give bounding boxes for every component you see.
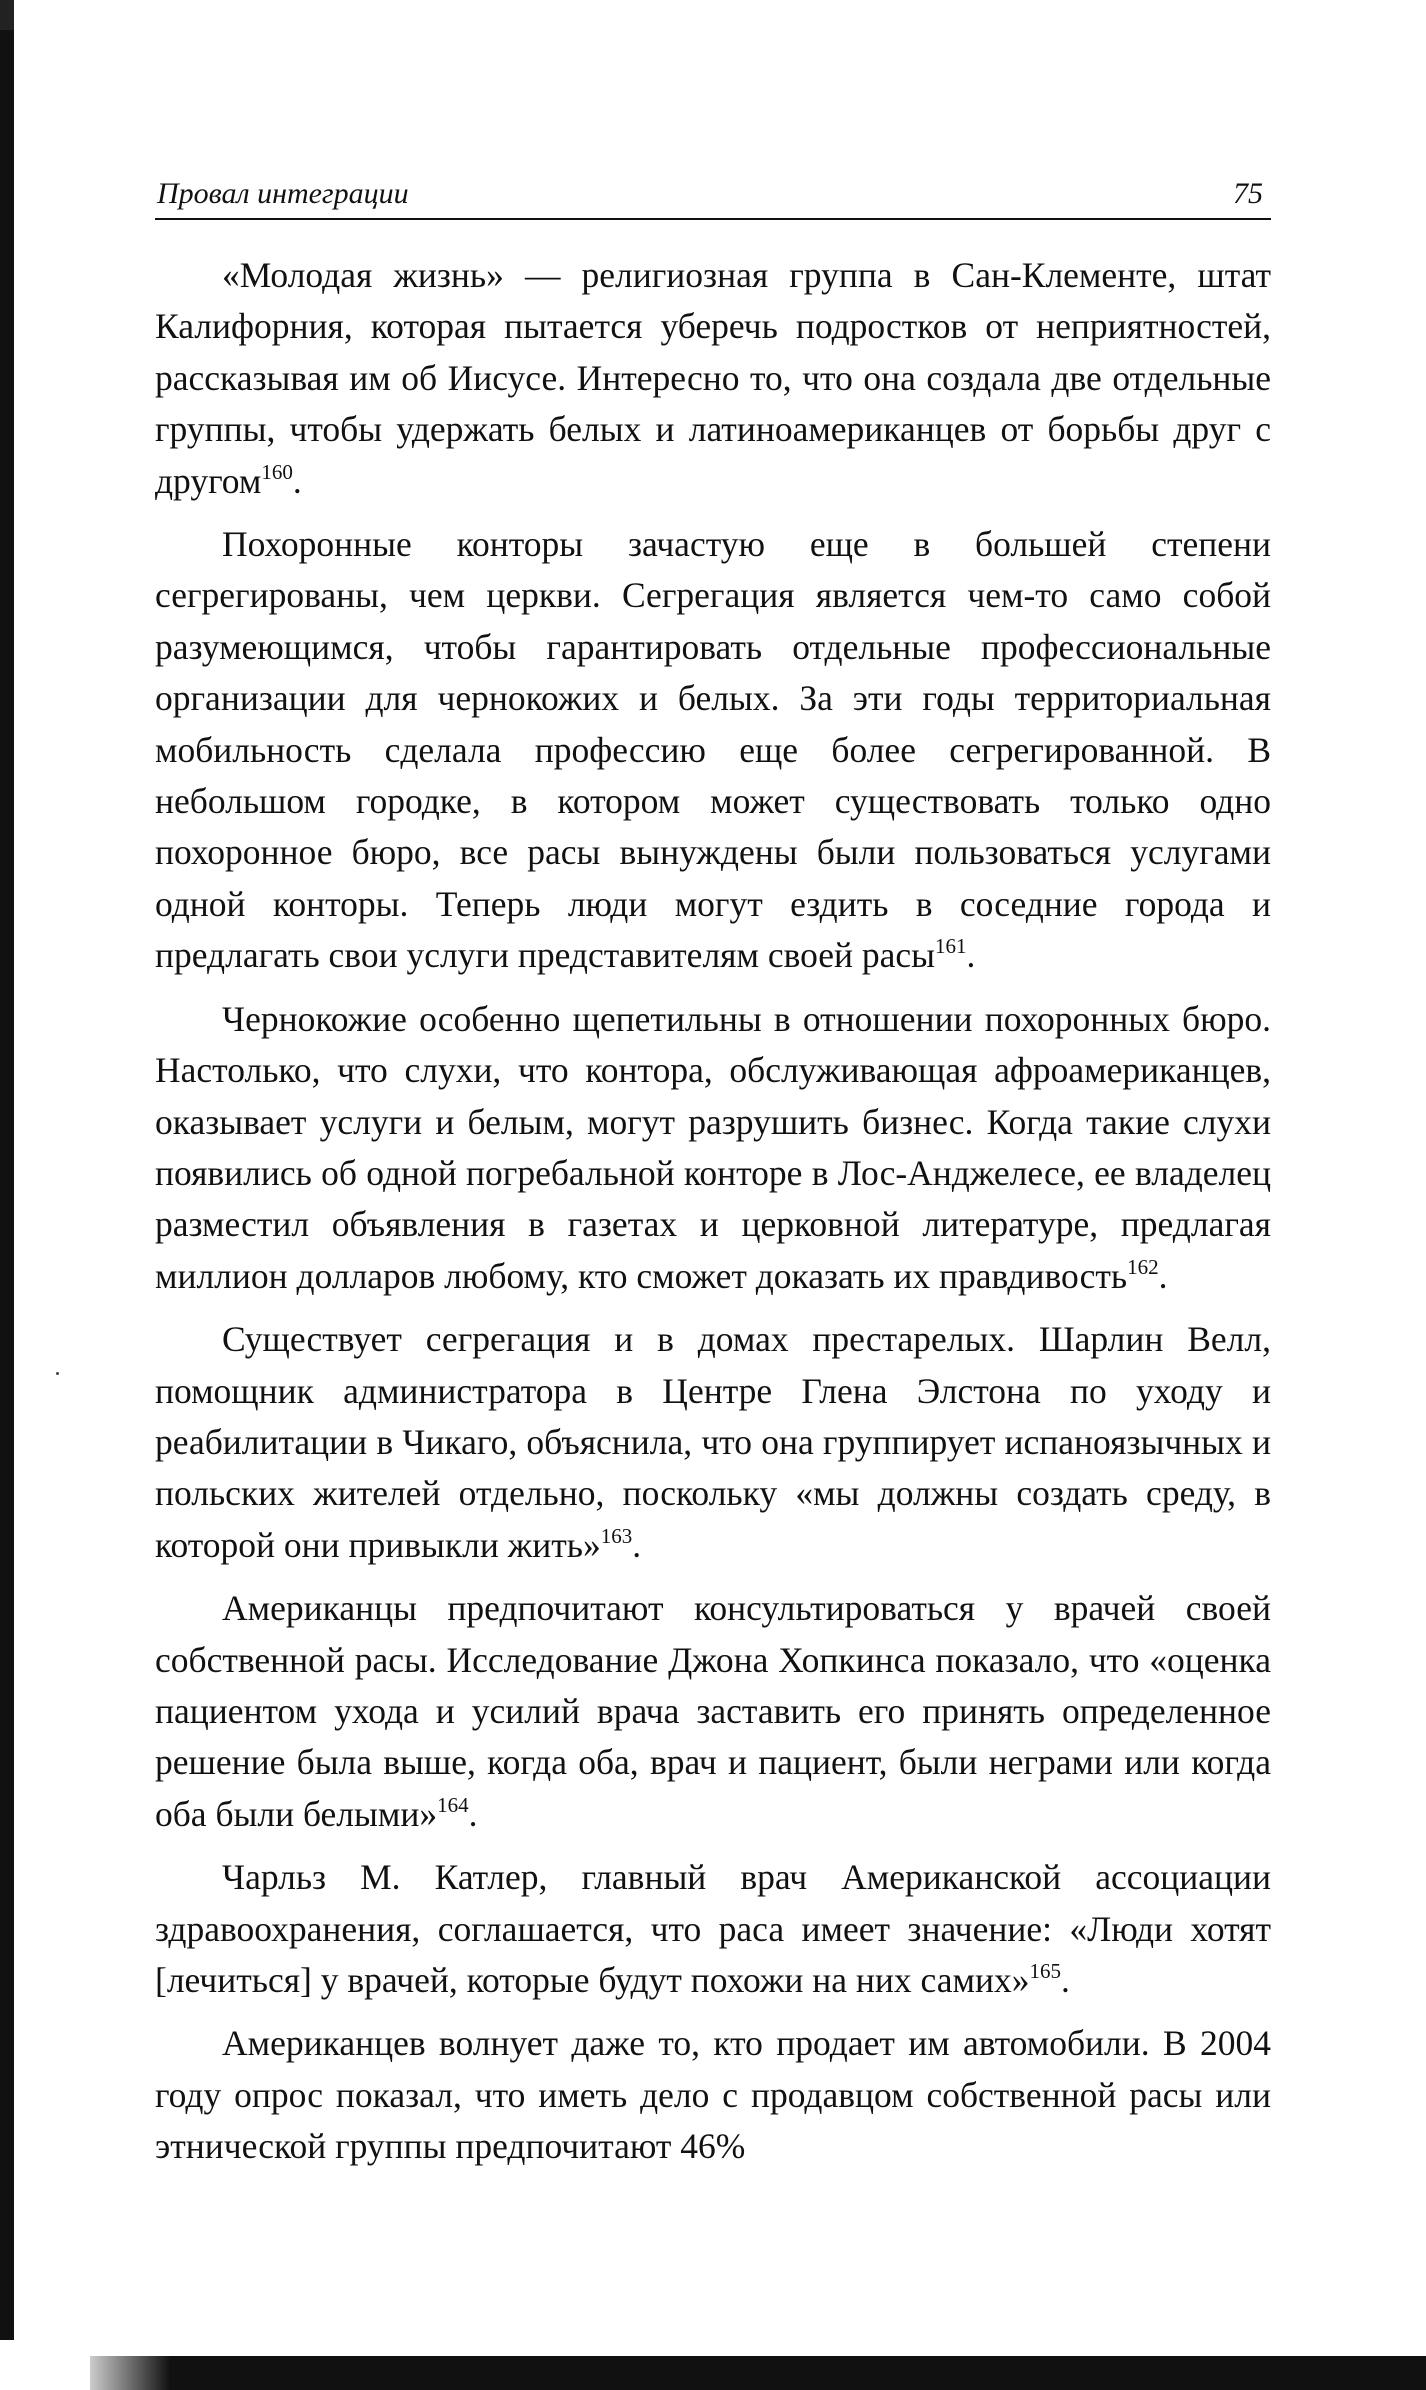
- footnote-ref: 165: [1029, 1959, 1061, 1983]
- footnote-ref: 160: [261, 459, 293, 484]
- scan-speck: [56, 1372, 59, 1375]
- page-number: 75: [1233, 177, 1263, 210]
- paragraph: [155, 519, 1271, 982]
- paragraph: [155, 994, 1271, 1302]
- paragraph-text: Существует сегрегация и в домах престарелых. Шарлин Велл, помощник администратора в Центре Глена Элстона по уходу и реабилитации в Чикаго, объяснила, что она группирует испаноязычных и польских жителей отдельно, поскольку «мы должны создать среду, в которой они привыкли жить»: [155, 1319, 1271, 1565]
- running-title: Провал интеграции: [157, 177, 409, 210]
- paragraph-end: .: [468, 1793, 478, 1834]
- paragraph-text: Американцы предпочитают консультироваться у врачей своей собственной расы. Исследование Джона Хопкинса показало, что «оценка пациентом ухода и усилий врача заставить его принять определенное решение была выше, когда оба, врач и пациент, были неграми или когда оба были белыми»: [155, 1588, 1271, 1834]
- paragraph-text: Американцев волнует даже то, кто продает им автомобили. В 2004 году опрос показал, что иметь дело с продавцом собственной расы или этнической группы предпочитают 46%: [155, 2023, 1271, 2167]
- paragraph: [155, 1852, 1271, 2006]
- paragraph-end: .: [1060, 1960, 1070, 2000]
- footnote-ref: 163: [600, 1523, 633, 1548]
- scan-edge-left: [0, 30, 14, 2340]
- body-text: [155, 250, 1271, 2173]
- book-page: [155, 172, 1271, 2185]
- paragraph-end: .: [1158, 1255, 1168, 1296]
- paragraph-text: Чарльз М. Катлер, главный врач Американской ассоциации здравоохранения, соглашается, что раса имеет значение: «Люди хотят [лечиться] у врачей, которые будут похожи на них самих»: [155, 1857, 1271, 2000]
- paragraph-text: «Молодая жизнь» — религиозная группа в Сан-Клементе, штат Калифорния, которая пытается уберечь подростков от неприятностей, рассказывая им об Иисусе. Интересно то, что она создала две отдельные группы, чтобы удержать белых и латиноамериканцев от борьбы друг с другом: [155, 255, 1271, 501]
- paragraph-end: .: [966, 935, 976, 976]
- footnote-ref: 161: [935, 934, 967, 959]
- paragraph: [155, 250, 1271, 507]
- footnote-ref: 162: [1127, 1254, 1159, 1279]
- scan-edge-bottom: [90, 2356, 1426, 2390]
- footnote-ref: 164: [437, 1792, 469, 1817]
- paragraph-text: Похоронные конторы зачастую еще в большей степени сегрегированы, чем церкви. Сегрегация является чем-то само собой разумеющимся, чтобы гарантировать отдельные профессиональные организации для чернокожих и белых. За эти годы территориальная мобильность сделала профессию еще более сегрегированной. В небольшом городке, в котором может существовать только одно похоронное бюро, все расы вынуждены были пользоваться услугами одной конторы. Теперь люди могут ездить в соседние города и предлагать свои услуги представителям своей расы: [155, 524, 1271, 976]
- paragraph: [155, 1314, 1271, 1571]
- paragraph-end: .: [632, 1524, 642, 1565]
- paragraph-text: Чернокожие особенно щепетильны в отношении похоронных бюро. Настолько, что слухи, что контора, обслуживающая афроамериканцев, оказывает услуги и белым, могут разрушить бизнес. Когда такие слухи появились об одной погребальной конторе в Лос-Анджелесе, ее владелец разместил объявления в газетах и церковной литературе, предлагая миллион долларов любому, кто сможет доказать их правдивость: [155, 998, 1271, 1296]
- paragraph: [155, 1583, 1271, 1840]
- running-header: [155, 172, 1271, 220]
- paragraph: [155, 2018, 1271, 2172]
- paragraph-end: .: [292, 460, 302, 501]
